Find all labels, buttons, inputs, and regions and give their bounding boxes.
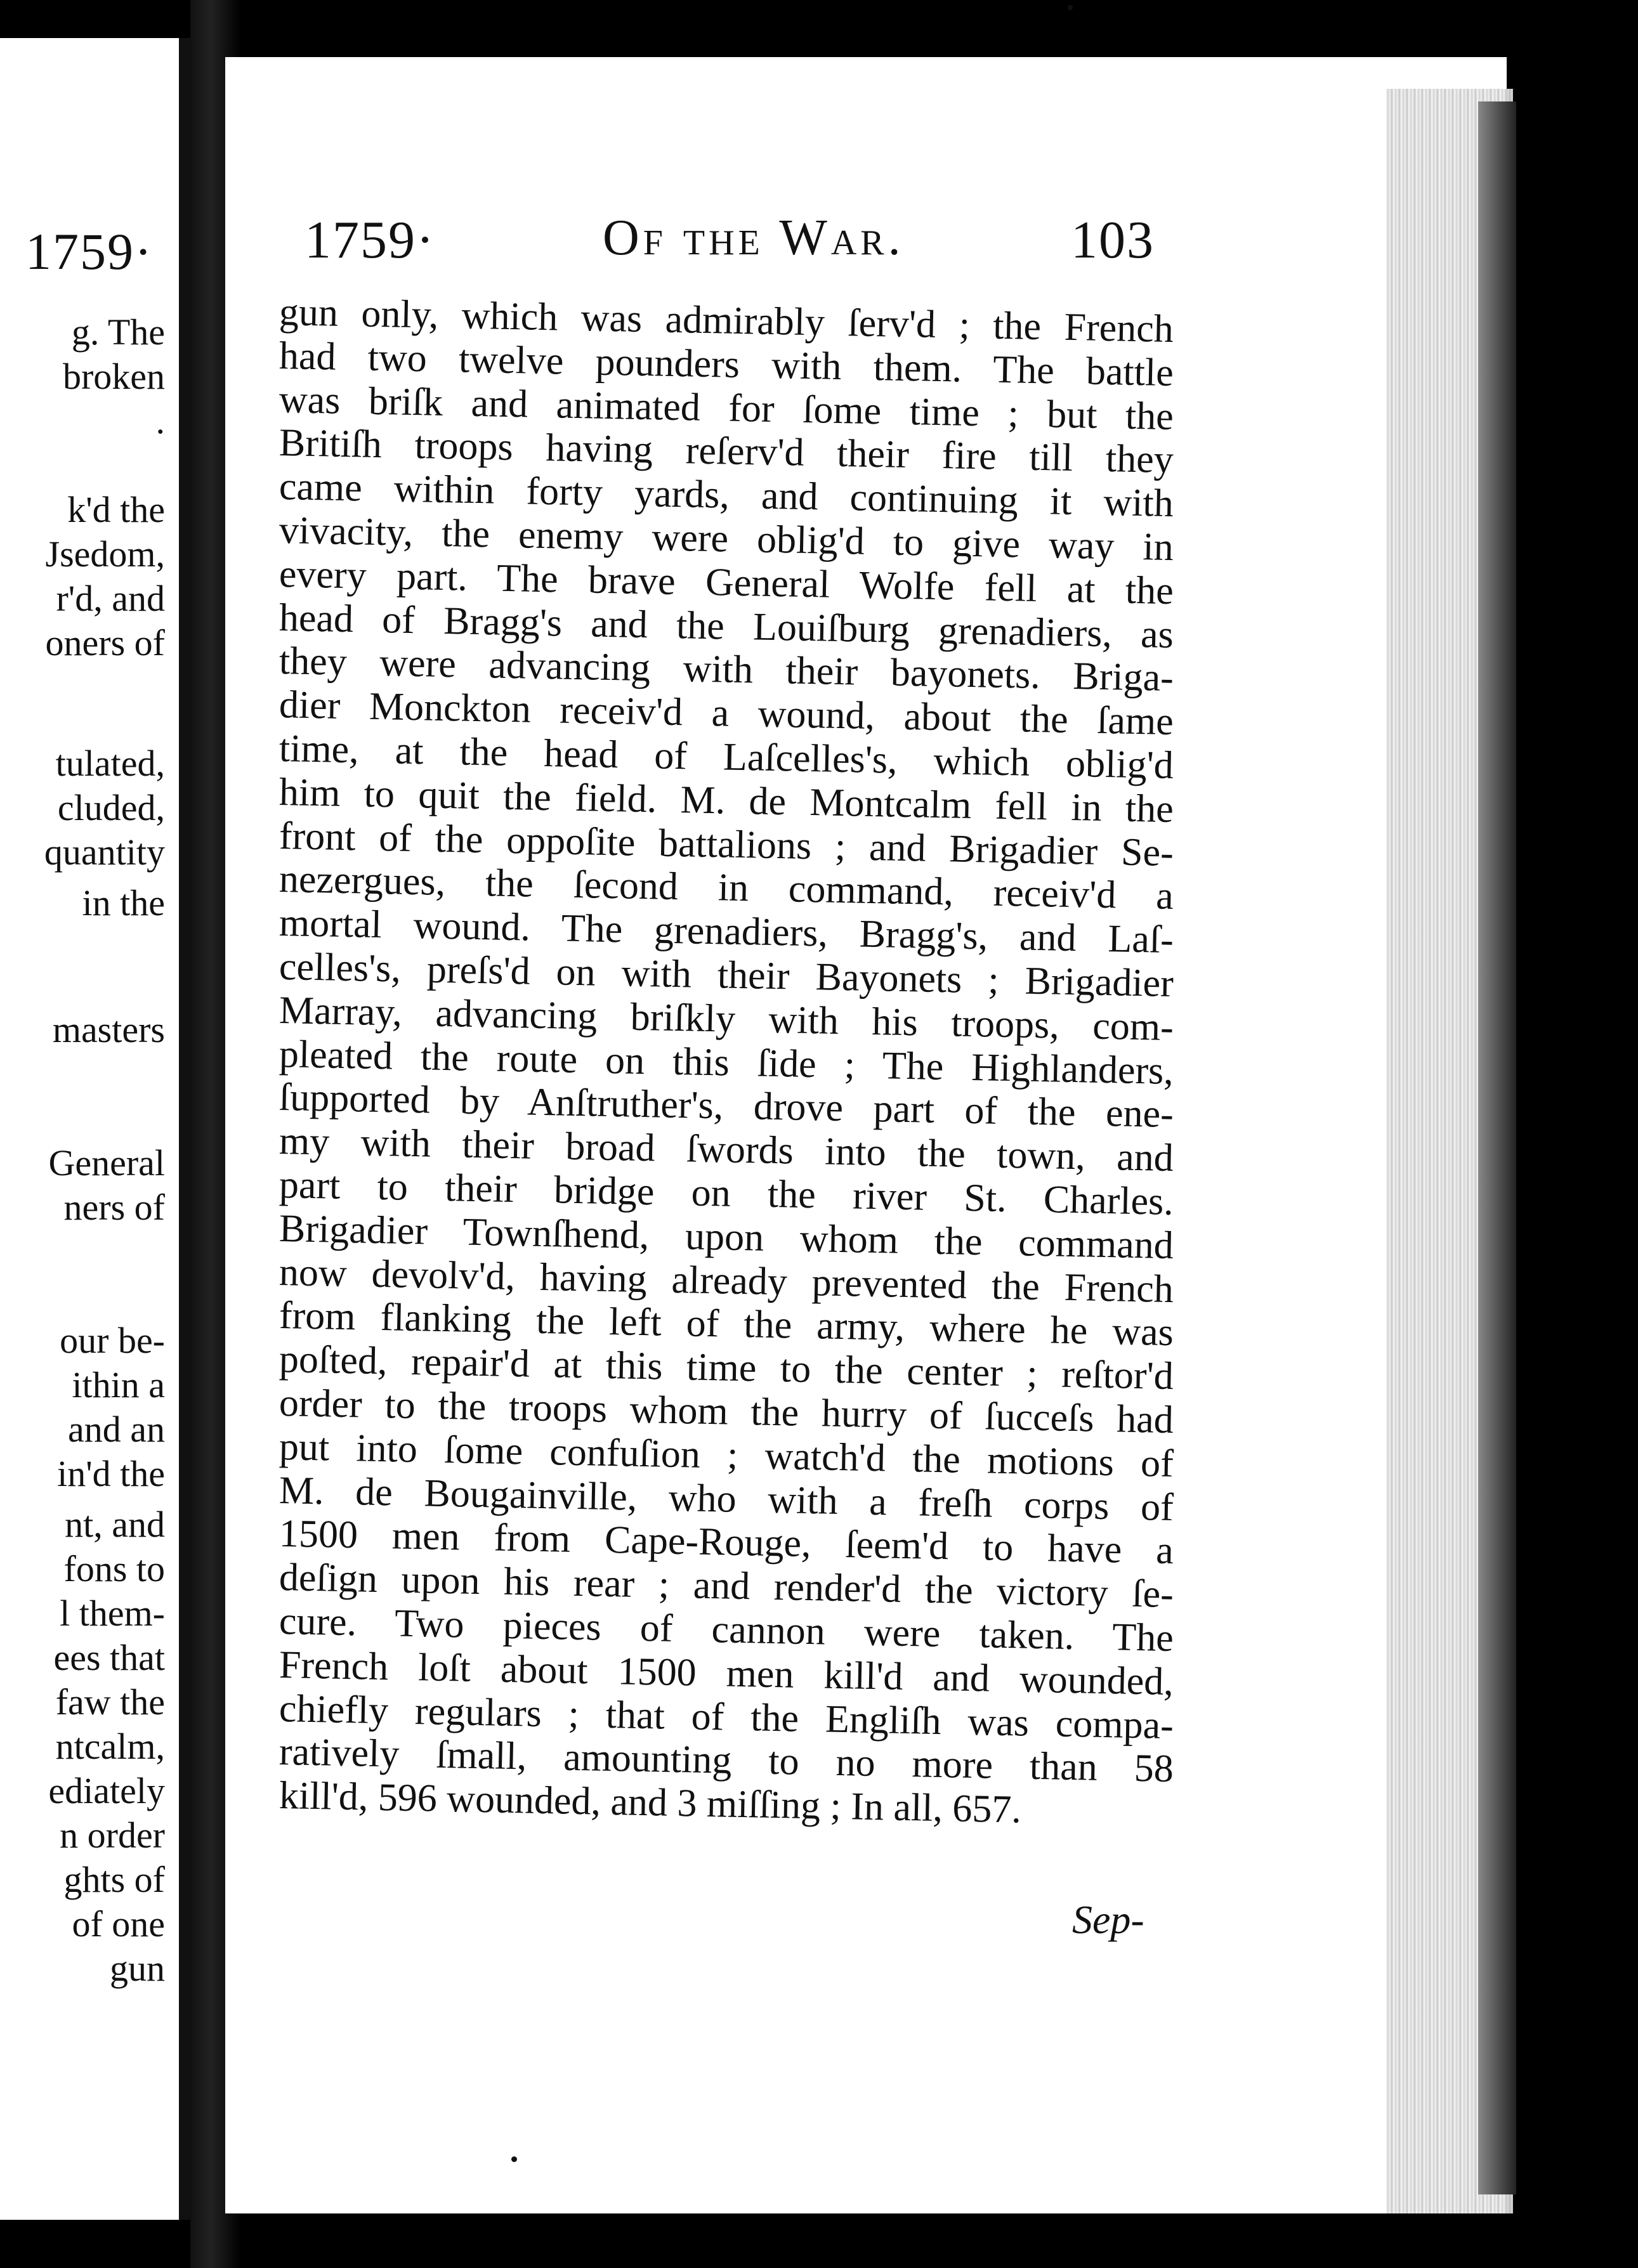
previous-page-line: in the bbox=[82, 882, 165, 923]
previous-page-line: faw the bbox=[55, 1681, 165, 1723]
text-line: from flanking the left of the army, where he was bbox=[278, 1294, 1174, 1355]
previous-page-line: oners of bbox=[45, 622, 165, 663]
previous-page-line: General bbox=[48, 1142, 165, 1183]
text-line: cure. Two pieces of cannon were taken. The bbox=[278, 1599, 1174, 1660]
text-line: Britiſh troops having reſerv'd their fire till they bbox=[278, 421, 1174, 482]
previous-page-line: ners of bbox=[63, 1187, 165, 1228]
text-line: kill'd, 596 wounded, and 3 miſſing ; In all, 657. bbox=[278, 1774, 1022, 1832]
text-line: had two twelve pounders with them. The battle bbox=[278, 334, 1174, 394]
previous-page-year: 1759· bbox=[25, 223, 154, 280]
text-line: nezergues, the ſecond in command, receiv'd a bbox=[278, 857, 1174, 918]
text-line: mortal wound. The grenadiers, Bragg's, and Laſ- bbox=[278, 901, 1174, 962]
running-head bbox=[305, 209, 1155, 279]
previous-page-line: ithin a bbox=[72, 1364, 165, 1405]
text-line: was briſk and animated for ſome time ; but the bbox=[278, 377, 1174, 438]
previous-page-line: broken bbox=[62, 356, 165, 397]
text-line: Marray, advancing briſkly with his troops, com- bbox=[278, 988, 1174, 1049]
previous-page-line: tulated, bbox=[55, 743, 165, 784]
running-head-title: Of the War. bbox=[603, 210, 905, 266]
text-line: they were advancing with their bayonets. Briga- bbox=[278, 639, 1174, 700]
page-edge-shadow bbox=[1478, 101, 1516, 2194]
previous-page-line: ees that bbox=[53, 1637, 165, 1678]
text-line: part to their bridge on the river St. Charles. bbox=[278, 1163, 1174, 1223]
text-line: now devolv'd, having already prevented the French bbox=[278, 1250, 1174, 1311]
text-line: head of Bragg's and the Louiſburg grenadiers, as bbox=[278, 596, 1174, 656]
previous-page-line: l them- bbox=[60, 1593, 165, 1634]
text-line: order to the troops whom the hurry of ſucceſs had bbox=[278, 1381, 1174, 1442]
previous-page-line: masters bbox=[52, 1009, 165, 1050]
previous-page-line: ediately bbox=[48, 1770, 165, 1811]
text-line: ſupported by Anſtruther's, drove part of the ene- bbox=[278, 1076, 1174, 1137]
text-line: 1500 men from Cape-Rouge, ſeem'd to have a bbox=[278, 1512, 1174, 1573]
previous-page-line: n order bbox=[60, 1815, 165, 1856]
text-line: Brigadier Townſhend, upon whom the command bbox=[278, 1206, 1174, 1267]
text-line: celles's, preſs'd on with their Bayonets ; Brigadier bbox=[278, 944, 1174, 1006]
text-line: gun only, which was admirably ſerv'd ; the French bbox=[278, 290, 1174, 351]
text-line: time, at the head of Laſcelles's, which oblig'd bbox=[278, 726, 1174, 788]
text-line: ratively ſmall, amounting to no more than 58 bbox=[278, 1730, 1174, 1791]
previous-page-line: k'd the bbox=[67, 489, 165, 530]
previous-page-line: ghts of bbox=[63, 1859, 165, 1900]
scan-speck bbox=[1068, 5, 1073, 10]
text-line: pleated the route on this ſide ; The Highlanders, bbox=[278, 1032, 1174, 1093]
text-line: every part. The brave General Wolfe fell at the bbox=[278, 552, 1174, 613]
previous-page-line: and an bbox=[68, 1409, 165, 1450]
page-number: 103 bbox=[1071, 211, 1155, 270]
text-line: came within forty yards, and continuing it with bbox=[278, 465, 1174, 526]
text-line: dier Monckton receiv'd a wound, about the ſame bbox=[278, 683, 1174, 744]
text-line: my with their broad ſwords into the town, and bbox=[278, 1119, 1174, 1180]
body-text bbox=[278, 290, 1174, 1832]
previous-page-line: cluded, bbox=[57, 787, 165, 828]
previous-page-line: ntcalm, bbox=[55, 1726, 165, 1767]
text-line: vivacity, the enemy were oblig'd to give way in bbox=[278, 508, 1174, 570]
text-line: M. de Bougainville, who with a freſh corps of bbox=[278, 1468, 1174, 1529]
previous-page-line: g. The bbox=[71, 311, 165, 353]
text-line: chiefly regulars ; that of the Engliſh was compa- bbox=[278, 1686, 1174, 1747]
previous-page-line: our be- bbox=[60, 1320, 165, 1361]
previous-page-line: of one bbox=[72, 1903, 165, 1945]
catchword: Sep- bbox=[1072, 1897, 1144, 1942]
previous-page-line: . bbox=[155, 400, 165, 441]
text-line: front of the oppoſite battalions ; and Brigadier Se- bbox=[278, 814, 1174, 875]
previous-page-line: fons to bbox=[63, 1548, 165, 1589]
running-head-year: 1759· bbox=[305, 211, 435, 270]
previous-page-line: quantity bbox=[44, 831, 165, 873]
previous-page-line: nt, and bbox=[65, 1504, 165, 1545]
previous-page-line: in'd the bbox=[57, 1453, 165, 1494]
scan-speck bbox=[511, 2156, 517, 2162]
previous-page-fragment bbox=[0, 38, 190, 2220]
previous-page-line: r'd, and bbox=[56, 578, 165, 619]
text-line: poſted, repair'd at this time to the center ; reſtor'd bbox=[278, 1338, 1174, 1398]
text-line: French loſt about 1500 men kill'd and wounded, bbox=[278, 1643, 1174, 1704]
previous-page-line: Jsedom, bbox=[45, 533, 165, 575]
text-line: deſign upon his rear ; and render'd the victory ſe- bbox=[278, 1556, 1174, 1617]
previous-page-line: gun bbox=[110, 1948, 165, 1989]
text-line: put into ſome confuſion ; watch'd the motions of bbox=[278, 1424, 1174, 1485]
text-line: him to quit the field. M. de Montcalm fell in the bbox=[278, 770, 1174, 831]
